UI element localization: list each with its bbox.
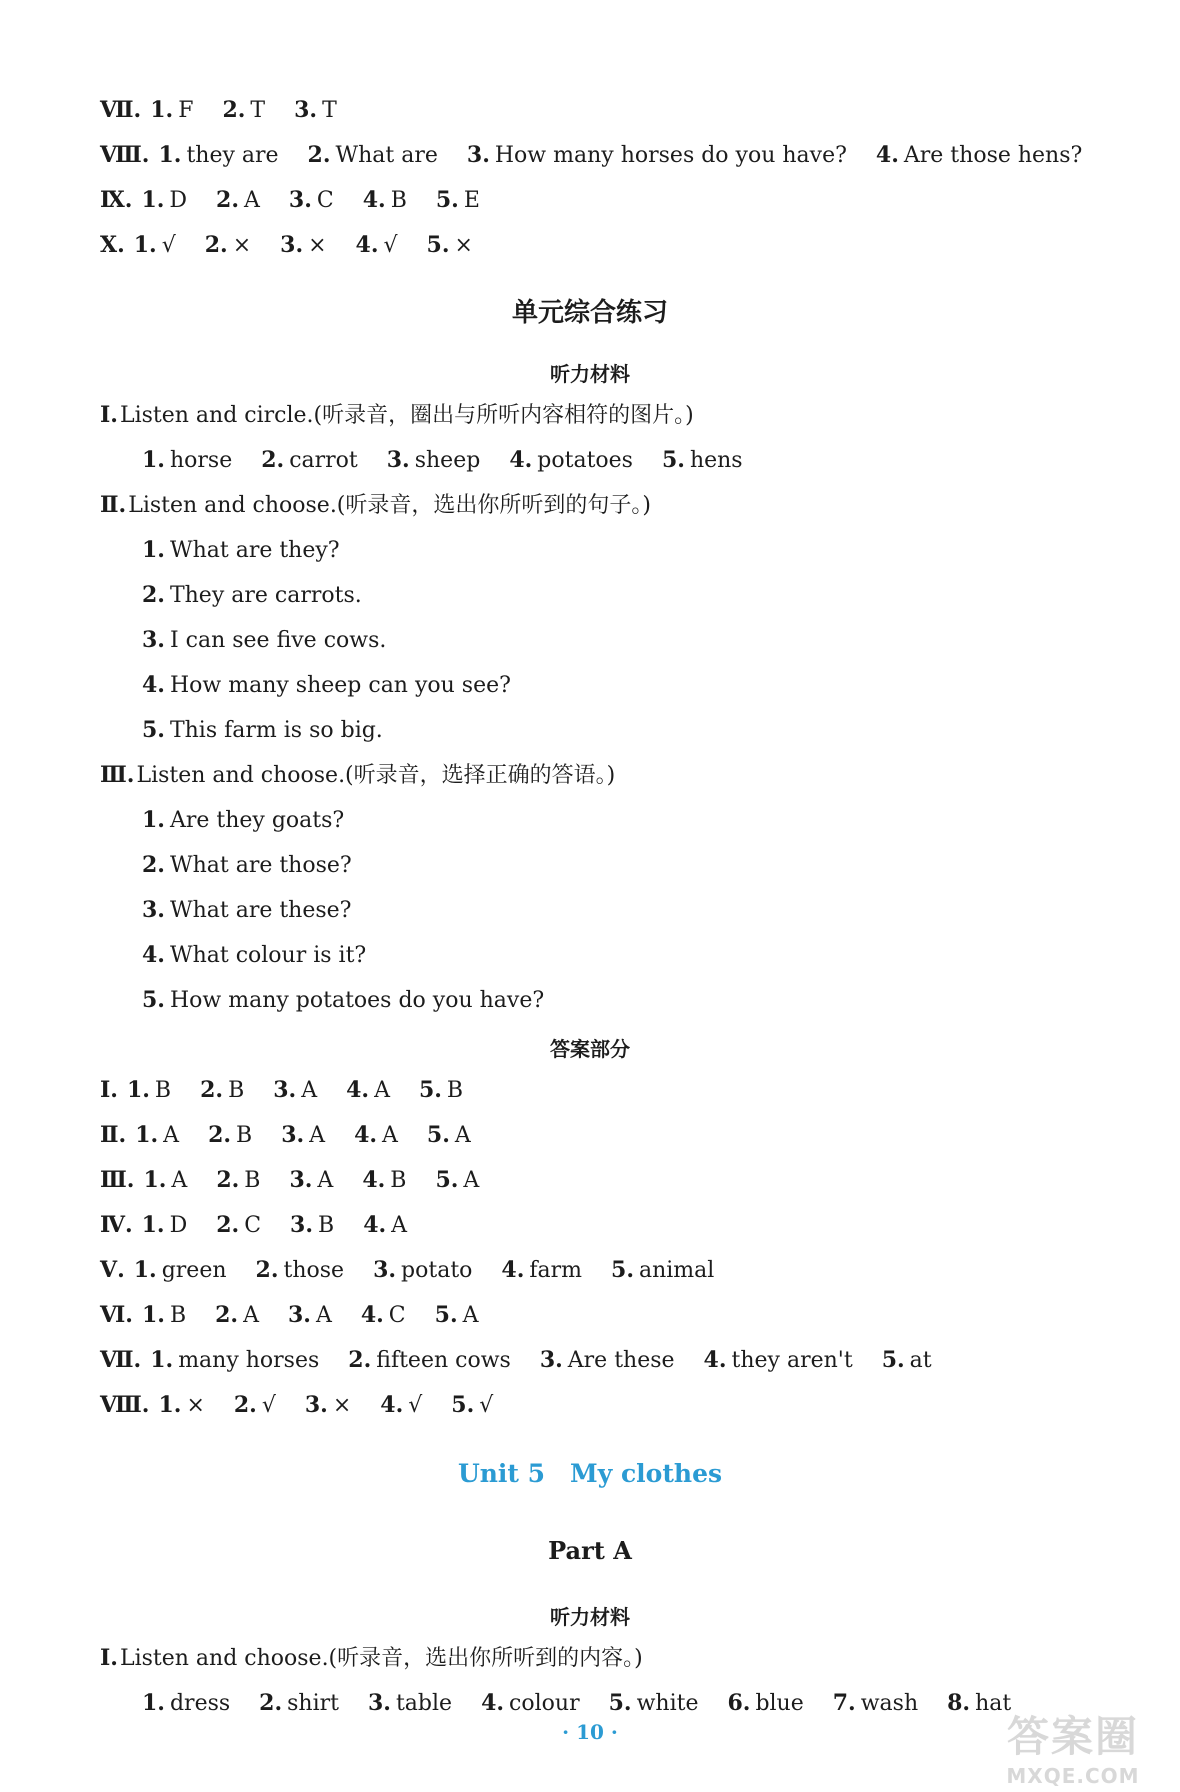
unit-exercise-title: 单元综合练习 — [511, 298, 668, 328]
list-item: 3. I can see five cows. — [142, 627, 387, 653]
answer-heading: 答案部分 — [550, 1037, 630, 1061]
answer-row: Ⅲ. 1. A 2. B 3. A 4. B 5. A — [100, 1167, 480, 1193]
answer-row-8: Ⅷ. 1. they are 2. What are 3. How many horses do you have? 4. Are those hens? — [100, 142, 1083, 168]
listening-heading: 听力材料 — [550, 362, 630, 386]
section-2-instruction: Ⅱ.Listen and choose.(听录音，选出你所听到的句子。) — [100, 492, 651, 518]
answer-row: Ⅱ. 1. A 2. B 3. A 4. A 5. A — [100, 1122, 471, 1148]
answer-row: Ⅵ. 1. B 2. A 3. A 4. C 5. A — [100, 1302, 479, 1328]
unit5-title: Unit 5 My clothes — [457, 1459, 723, 1488]
unit5-section-1-items: 1. dress 2. shirt 3. table 4. colour 5. white 6. blue 7. wash 8. hat — [142, 1690, 1012, 1716]
answer-row: Ⅶ. 1. many horses 2. fifteen cows 3. Are these 4. they aren't 5. at — [100, 1347, 932, 1373]
answer-row-9: Ⅸ. 1. D 2. A 3. C 4. B 5. E — [100, 187, 480, 213]
watermark-logo — [988, 1704, 1158, 1788]
answer-row-10: Ⅹ. 1. √ 2. × 3. × 4. √ 5. × — [100, 232, 473, 258]
list-item: 1. What are they? — [142, 537, 340, 563]
unit5-section-1-instruction: Ⅰ.Listen and choose.(听录音，选出你所听到的内容。) — [100, 1645, 643, 1671]
section-1-instruction: Ⅰ.Listen and circle.(听录音，圈出与所听内容相符的图片。) — [100, 402, 694, 428]
answer-row: Ⅷ. 1. × 2. √ 3. × 4. √ 5. √ — [100, 1392, 494, 1418]
unit5-listening-heading: 听力材料 — [550, 1605, 630, 1629]
answer-row-7: Ⅶ. 1. F 2. T 3. T — [100, 97, 337, 123]
list-item: 5. This farm is so big. — [142, 717, 383, 743]
section-3-instruction: Ⅲ.Listen and choose.(听录音，选择正确的答语。) — [100, 762, 616, 788]
answer-row: Ⅰ. 1. B 2. B 3. A 4. A 5. B — [100, 1077, 464, 1103]
list-item: 4. What colour is it? — [142, 942, 367, 968]
list-item: 2. They are carrots. — [142, 582, 362, 608]
list-item: 5. How many potatoes do you have? — [142, 987, 545, 1013]
watermark-sub: MXQE.COM — [1006, 1764, 1140, 1788]
list-item: 1. Are they goats? — [142, 807, 345, 833]
answer-row: Ⅴ. 1. green 2. those 3. potato 4. farm 5. animal — [100, 1257, 715, 1283]
part-a-title: Part A — [548, 1536, 632, 1565]
list-item: 3. What are these? — [142, 897, 352, 923]
list-item: 2. What are those? — [142, 852, 352, 878]
list-item: 4. How many sheep can you see? — [142, 672, 511, 698]
section-1-items: 1. horse 2. carrot 3. sheep 4. potatoes 5. hens — [142, 447, 743, 473]
answer-row: Ⅳ. 1. D 2. C 3. B 4. A — [100, 1212, 408, 1238]
page-number: · 10 · — [562, 1720, 618, 1744]
watermark-main: 答案圈 — [1006, 1712, 1139, 1761]
